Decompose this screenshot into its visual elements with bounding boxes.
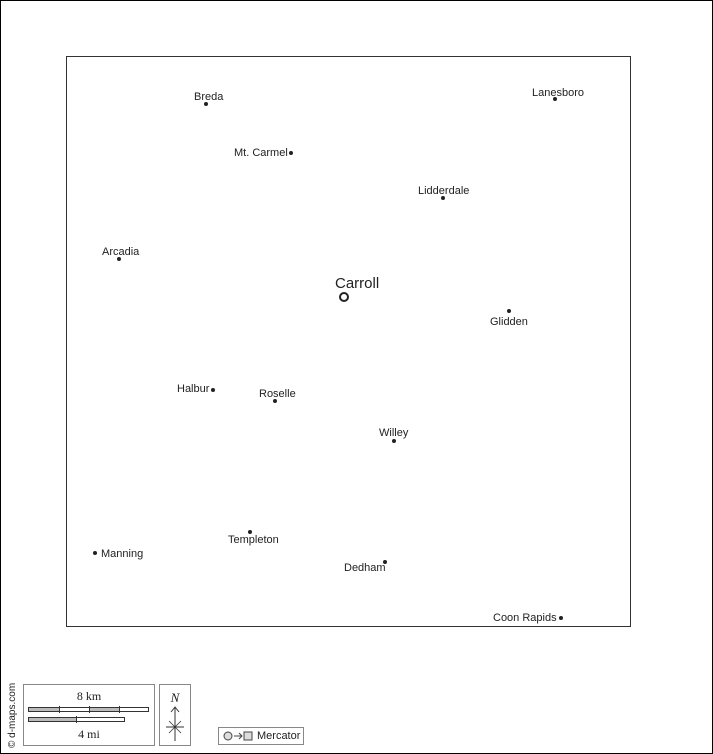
town-label-coon-rapids: Coon Rapids — [493, 612, 557, 624]
scale-mi-bar — [28, 717, 125, 722]
town-label-glidden: Glidden — [490, 316, 528, 328]
town-label-breda: Breda — [194, 91, 224, 103]
town-dot-halbur — [211, 388, 215, 392]
county-seat-marker — [339, 292, 349, 302]
town-label-lanesboro: Lanesboro — [532, 87, 584, 99]
scale-km-label: 8 km — [76, 689, 102, 703]
town-dot-manning — [93, 551, 97, 555]
town-label-manning: Manning — [101, 548, 144, 560]
copyright-credit: © d-maps.com — [7, 682, 18, 748]
projection-icon — [221, 728, 257, 744]
county-seat-label: Carroll — [335, 275, 380, 292]
compass-rose-icon — [160, 705, 190, 745]
town-label-roselle: Roselle — [259, 388, 296, 400]
scale-bar — [23, 684, 155, 746]
town-label-mt-carmel: Mt. Carmel — [234, 147, 288, 159]
scale-mi-label: 4 mi — [78, 727, 100, 741]
town-dot-mt-carmel — [289, 151, 293, 155]
north-label: N — [170, 690, 180, 705]
town-label-dedham: Dedham — [344, 562, 386, 574]
scale-km-bar — [28, 707, 149, 712]
town-dot-glidden — [507, 309, 511, 313]
county-boundary — [66, 56, 631, 627]
town-label-templeton: Templeton — [228, 534, 279, 546]
town-label-willey: Willey — [379, 427, 409, 439]
projection-label: Mercator — [257, 730, 301, 742]
town-label-halbur: Halbur — [177, 383, 210, 395]
town-label-lidderdale: Lidderdale — [418, 185, 470, 197]
town-dot-willey — [392, 439, 396, 443]
town-dot-coon-rapids — [559, 616, 563, 620]
projection-box — [218, 727, 304, 745]
north-arrow — [159, 684, 191, 746]
town-label-arcadia: Arcadia — [102, 246, 140, 258]
